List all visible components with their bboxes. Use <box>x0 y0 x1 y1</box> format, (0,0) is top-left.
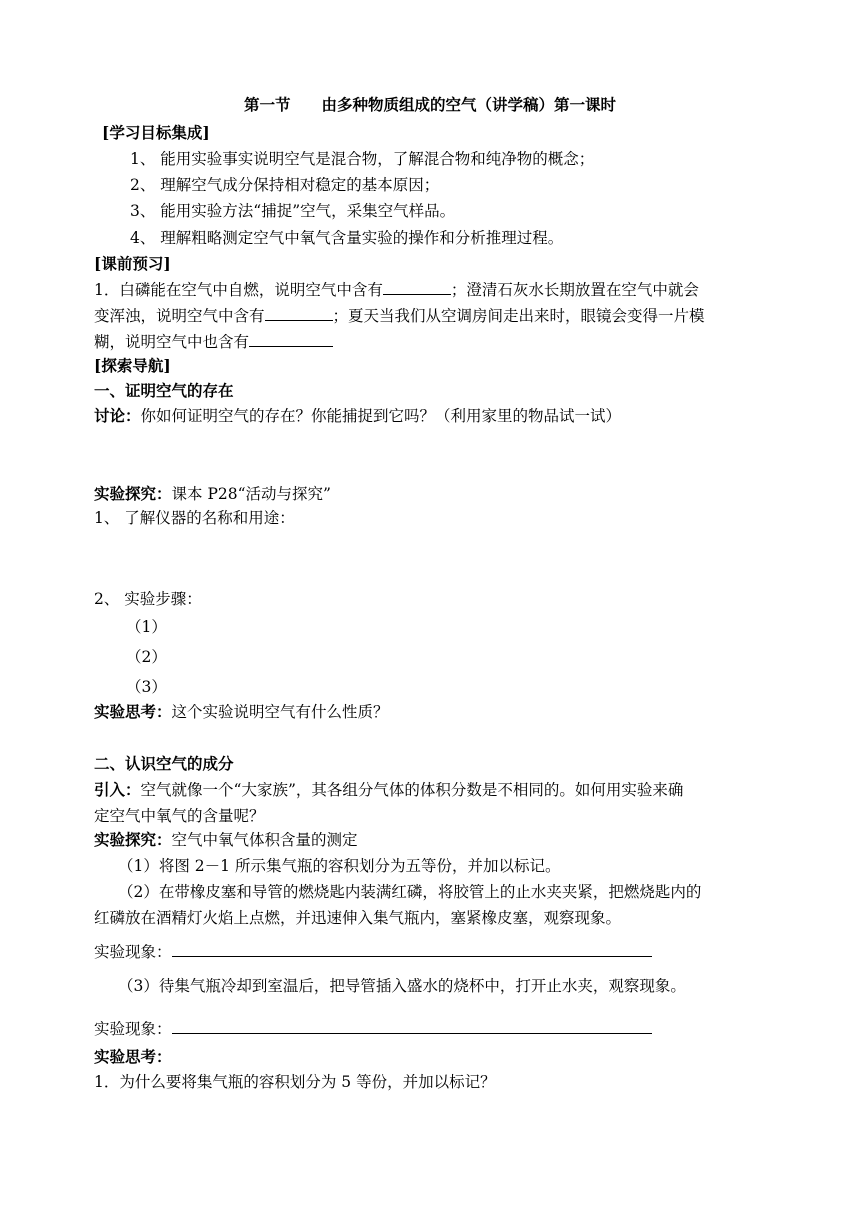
answer-blank[interactable] <box>172 1017 652 1034</box>
preview-heading: [课前预习] <box>94 254 171 273</box>
instrument-item: 1、 了解仪器的名称和用途： <box>94 509 295 527</box>
think-line-1: 实验思考：这个实验说明空气有什么性质？ <box>94 702 389 721</box>
section-2-title: 二、认识空气的成分 <box>94 754 234 773</box>
steps-item: 2、 实验步骤： <box>94 590 202 608</box>
intro-line-2: 定空气中氧气的含量呢？ <box>94 807 265 825</box>
step-2: （2） <box>126 648 167 666</box>
procedure-step-2a: （2）在带橡皮塞和导管的燃烧匙内装满红磷，将胶管上的止水夹夹紧，把燃烧匙内的 <box>118 883 702 901</box>
experiment-line-2: 实验探究：空气中氧气体积含量的测定 <box>94 830 358 849</box>
goals-heading: [学习目标集成] <box>102 123 210 142</box>
procedure-step-2b: 红磷放在酒精灯火焰上点燃，并迅速伸入集气瓶内，塞紧橡皮塞，观察现象。 <box>94 909 622 927</box>
question-1: 1．为什么要将集气瓶的容积划分为 5 等份，并加以标记？ <box>94 1073 496 1091</box>
procedure-step-1: （1）将图 2－1 所示集气瓶的容积划分为五等份，并加以标记。 <box>118 857 561 875</box>
phenomenon-line-2: 实验现象： <box>94 1017 652 1039</box>
experiment-line: 实验探究：课本 P28“活动与探究” <box>94 484 331 503</box>
step-1: （1） <box>126 618 167 636</box>
goal-item-2: 2、 理解空气成分保持相对稳定的基本原因； <box>130 176 440 194</box>
goal-item-1: 1、 能用实验事实说明空气是混合物，了解混合物和纯净物的概念； <box>130 150 595 168</box>
discussion-line: 讨论：你如何证明空气的存在？你能捕捉到它吗？（利用家里的物品试一试） <box>94 406 622 425</box>
preview-line-2: 变浑浊，说明空气中含有 ；夏天当我们从空调房间走出来时，眼镜会变得一片模 <box>94 304 705 326</box>
section-1-title: 一、证明空气的存在 <box>94 381 234 400</box>
preview-line-3: 糊，说明空气中也含有 <box>94 330 333 352</box>
document-title: 第一节 由多种物质组成的空气（讲学稿）第一课时 <box>243 95 616 114</box>
procedure-step-3: （3）待集气瓶冷却到室温后，把导管插入盛水的烧杯中，打开止水夹，观察现象。 <box>118 977 686 995</box>
answer-blank[interactable] <box>172 940 652 957</box>
preview-line-1: 1．白磷能在空气中自燃，说明空气中含有 ；澄清石灰水长期放置在空气中就会 <box>94 278 699 300</box>
answer-blank[interactable] <box>383 278 451 295</box>
goal-item-3: 3、 能用实验方法“捕捉”空气，采集空气样品。 <box>130 202 456 220</box>
explore-heading: [探索导航] <box>94 356 171 375</box>
goal-item-4: 4、 理解粗略测定空气中氧气含量实验的操作和分析推理过程。 <box>130 229 564 247</box>
step-3: （3） <box>126 678 167 696</box>
answer-blank[interactable] <box>249 330 333 347</box>
intro-line-1: 引入：空气就像一个“大家族”，其各组分气体的体积分数是不相同的。如何用实验来确 <box>94 780 684 799</box>
answer-blank[interactable] <box>265 304 333 321</box>
phenomenon-line-1: 实验现象： <box>94 940 652 962</box>
think-heading-2: 实验思考： <box>94 1047 172 1066</box>
